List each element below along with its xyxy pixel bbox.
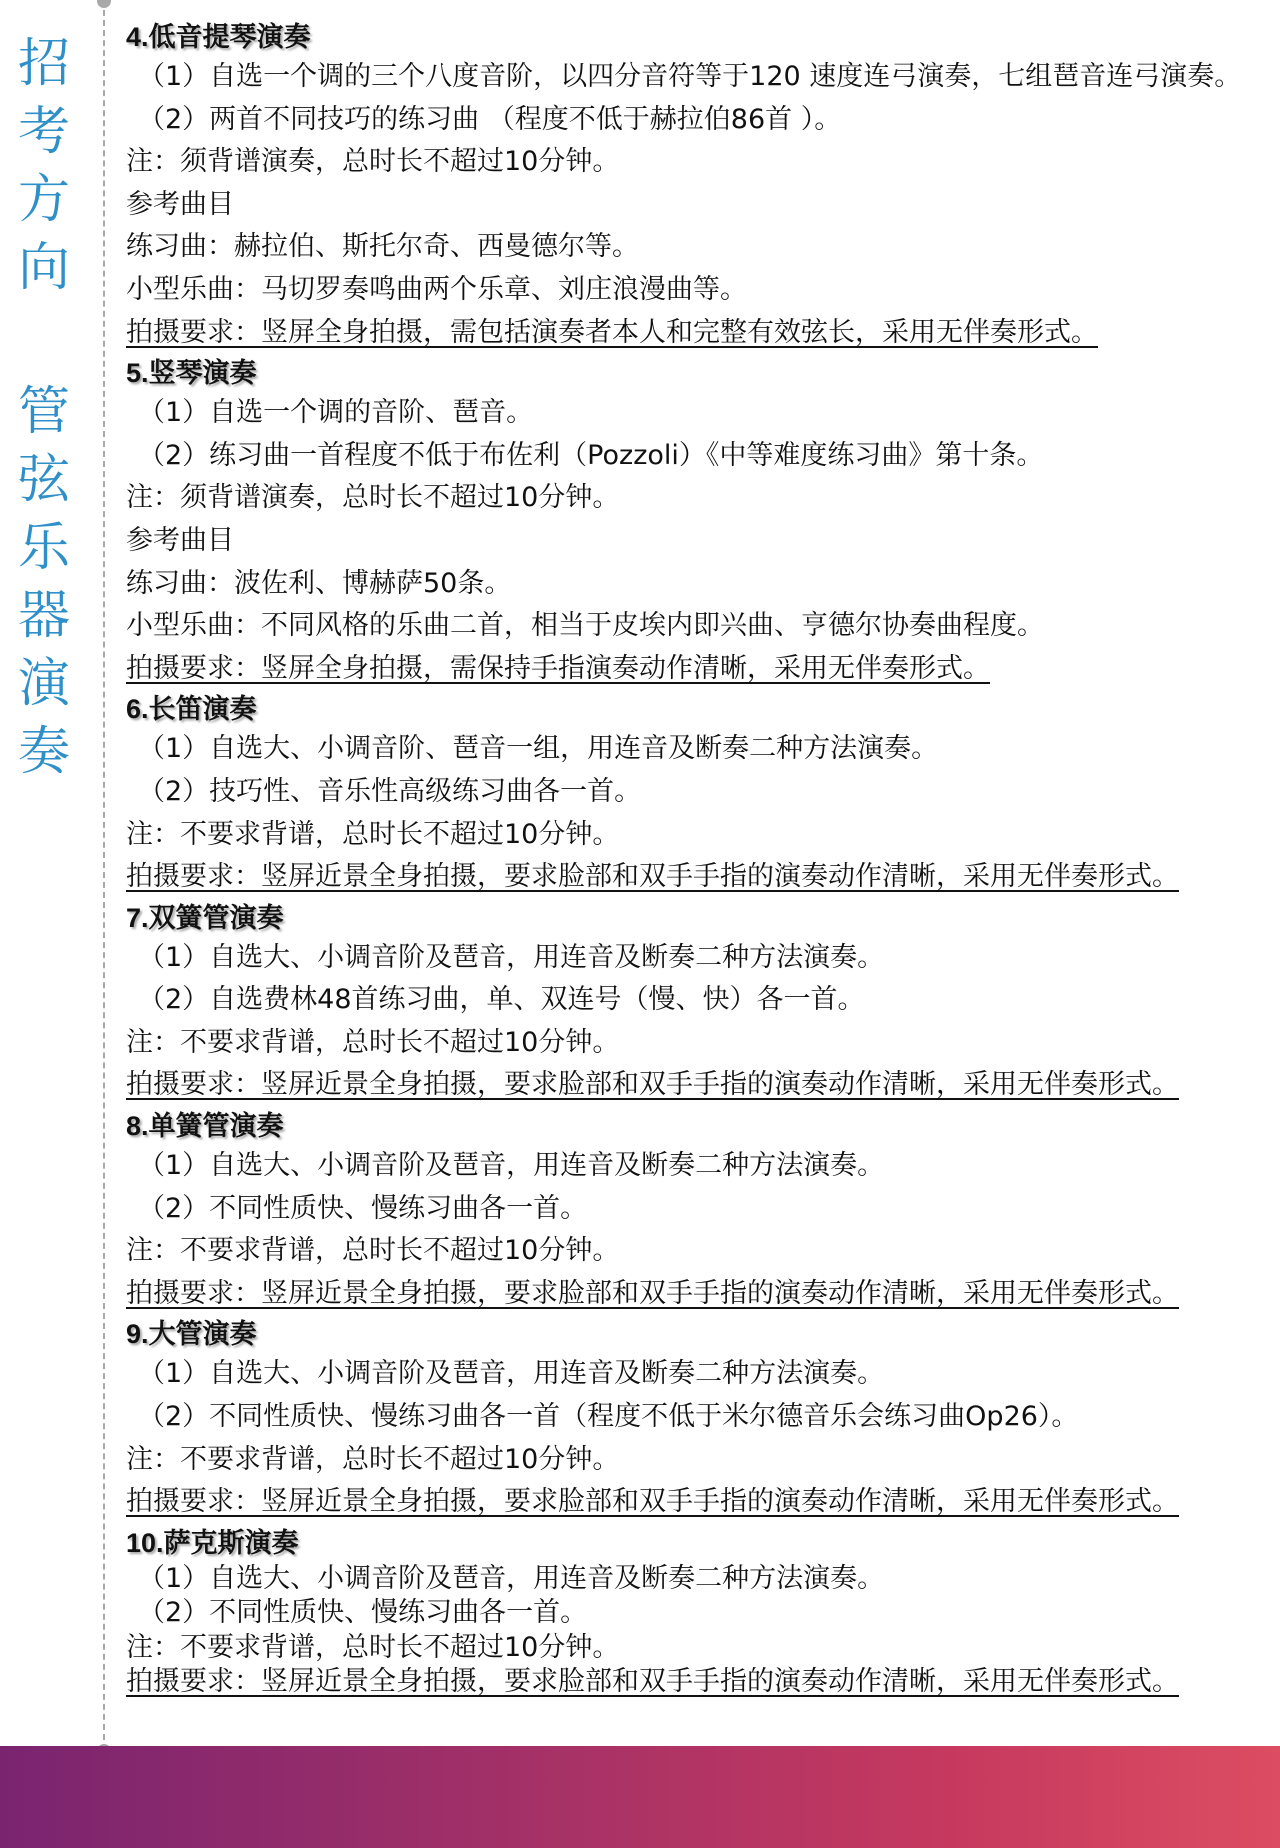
section-saxophone — [126, 1524, 1276, 1700]
requirement-item: （1）自选大、小调音阶、琶音一组，用连音及断奏二种方法演奏。 — [138, 733, 939, 765]
shooting-requirement: 拍摄要求：竖屏近景全身拍摄，要求脸部和双手手指的演奏动作清晰，采用无伴奏形式。 — [126, 1486, 1179, 1518]
title-char: 方 — [17, 170, 70, 230]
section-clarinet — [126, 1107, 1276, 1315]
reference-label: 参考曲目 — [126, 188, 234, 220]
requirement-item: （2）两首不同技巧的练习曲 （程度不低于赫拉伯86首 ）。 — [138, 103, 842, 135]
title-char: 考 — [17, 102, 70, 162]
title-char: 向 — [17, 238, 70, 298]
section-heading: 7.双簧管演奏 — [126, 902, 284, 933]
shooting-requirement: 拍摄要求：竖屏近景全身拍摄，要求脸部和双手手指的演奏动作清晰，采用无伴奏形式。 — [126, 861, 1179, 893]
shooting-requirement: 拍摄要求：竖屏全身拍摄，需包括演奏者本人和完整有效弦长，采用无伴奏形式。 — [126, 316, 1098, 348]
note-line: 注：须背谱演奏，总时长不超过10分钟。 — [126, 482, 620, 514]
title-char: 演 — [17, 654, 70, 714]
shooting-requirement: 拍摄要求：竖屏近景全身拍摄，要求脸部和双手手指的演奏动作清晰，采用无伴奏形式。 — [126, 1666, 1179, 1698]
section-heading: 8.单簧管演奏 — [126, 1111, 284, 1142]
requirement-item: （2）不同性质快、慢练习曲各一首。 — [138, 1192, 588, 1224]
footer-gradient-band — [0, 1746, 1280, 1848]
title-char: 管 — [17, 382, 70, 442]
shooting-requirement: 拍摄要求：竖屏近景全身拍摄，要求脸部和双手手指的演奏动作清晰，采用无伴奏形式。 — [126, 1277, 1179, 1309]
requirement-item: （1）自选大、小调音阶及琶音，用连音及断奏二种方法演奏。 — [138, 941, 885, 973]
requirement-item: （1）自选大、小调音阶及琶音，用连音及断奏二种方法演奏。 — [138, 1562, 885, 1594]
requirements-content — [126, 18, 1276, 1700]
requirement-item: （2）不同性质快、慢练习曲各一首。 — [138, 1597, 588, 1629]
requirement-item: （1）自选大、小调音阶及琶音，用连音及断奏二种方法演奏。 — [138, 1358, 885, 1390]
vertical-title-orchestral-performance — [14, 378, 74, 786]
reference-etudes: 练习曲：赫拉伯、斯托尔奇、西曼德尔等。 — [126, 231, 639, 263]
requirement-item: （1）自选一个调的音阶、琶音。 — [138, 397, 534, 429]
section-heading: 5.竖琴演奏 — [126, 358, 257, 389]
reference-label: 参考曲目 — [126, 524, 234, 556]
requirement-item: （2）练习曲一首程度不低于布佐利（Pozzoli）《中等难度练习曲》第十条。 — [138, 439, 1044, 471]
requirement-item: （2）不同性质快、慢练习曲各一首（程度不低于米尔德音乐会练习曲Op26）。 — [138, 1401, 1079, 1433]
reference-pieces: 小型乐曲：不同风格的乐曲二首，相当于皮埃内即兴曲、亨德尔协奏曲程度。 — [126, 610, 1044, 642]
requirement-item: （1）自选一个调的三个八度音阶，以四分音符等于120 速度连弓演奏，七组琶音连弓演奏。 — [138, 61, 1242, 92]
reference-etudes: 练习曲：波佐利、博赫萨50条。 — [126, 567, 512, 599]
requirement-item: （1）自选大、小调音阶及琶音，用连音及断奏二种方法演奏。 — [138, 1150, 885, 1182]
section-heading: 4.低音提琴演奏 — [126, 22, 311, 52]
note-line: 注：不要求背谱，总时长不超过10分钟。 — [126, 1631, 620, 1663]
note-line: 注：不要求背谱，总时长不超过10分钟。 — [126, 1443, 620, 1475]
dashed-divider — [103, 10, 105, 1750]
title-char: 器 — [17, 586, 70, 646]
requirement-item: （2）技巧性、音乐性高级练习曲各一首。 — [138, 775, 642, 807]
section-flute — [126, 690, 1276, 898]
note-line: 注：须背谱演奏，总时长不超过10分钟。 — [126, 146, 620, 178]
note-line: 注：不要求背谱，总时长不超过10分钟。 — [126, 1235, 620, 1267]
requirement-item: （2）自选费林48首练习曲，单、双连号（慢、快）各一首。 — [138, 984, 865, 1016]
note-line: 注：不要求背谱，总时长不超过10分钟。 — [126, 1026, 620, 1058]
title-char: 奏 — [17, 722, 70, 782]
section-oboe — [126, 899, 1276, 1107]
note-line: 注：不要求背谱，总时长不超过10分钟。 — [126, 818, 620, 850]
shooting-requirement: 拍摄要求：竖屏全身拍摄，需保持手指演奏动作清晰，采用无伴奏形式。 — [126, 652, 990, 684]
section-heading: 10.萨克斯演奏 — [126, 1527, 299, 1558]
title-char: 乐 — [17, 518, 70, 578]
title-char: 招 — [17, 34, 70, 94]
section-harp — [126, 354, 1276, 690]
section-heading: 9.大管演奏 — [126, 1319, 257, 1350]
section-heading: 6.长笛演奏 — [126, 694, 257, 725]
section-double-bass — [126, 18, 1276, 354]
section-bassoon — [126, 1315, 1276, 1523]
vertical-title-admission-direction — [14, 30, 74, 302]
reference-pieces: 小型乐曲：马切罗奏鸣曲两个乐章、刘庄浪漫曲等。 — [126, 273, 747, 305]
divider-dot-top — [97, 0, 111, 8]
shooting-requirement: 拍摄要求：竖屏近景全身拍摄，要求脸部和双手手指的演奏动作清晰，采用无伴奏形式。 — [126, 1069, 1179, 1101]
sidebar — [0, 0, 100, 1746]
title-char: 弦 — [17, 450, 70, 510]
